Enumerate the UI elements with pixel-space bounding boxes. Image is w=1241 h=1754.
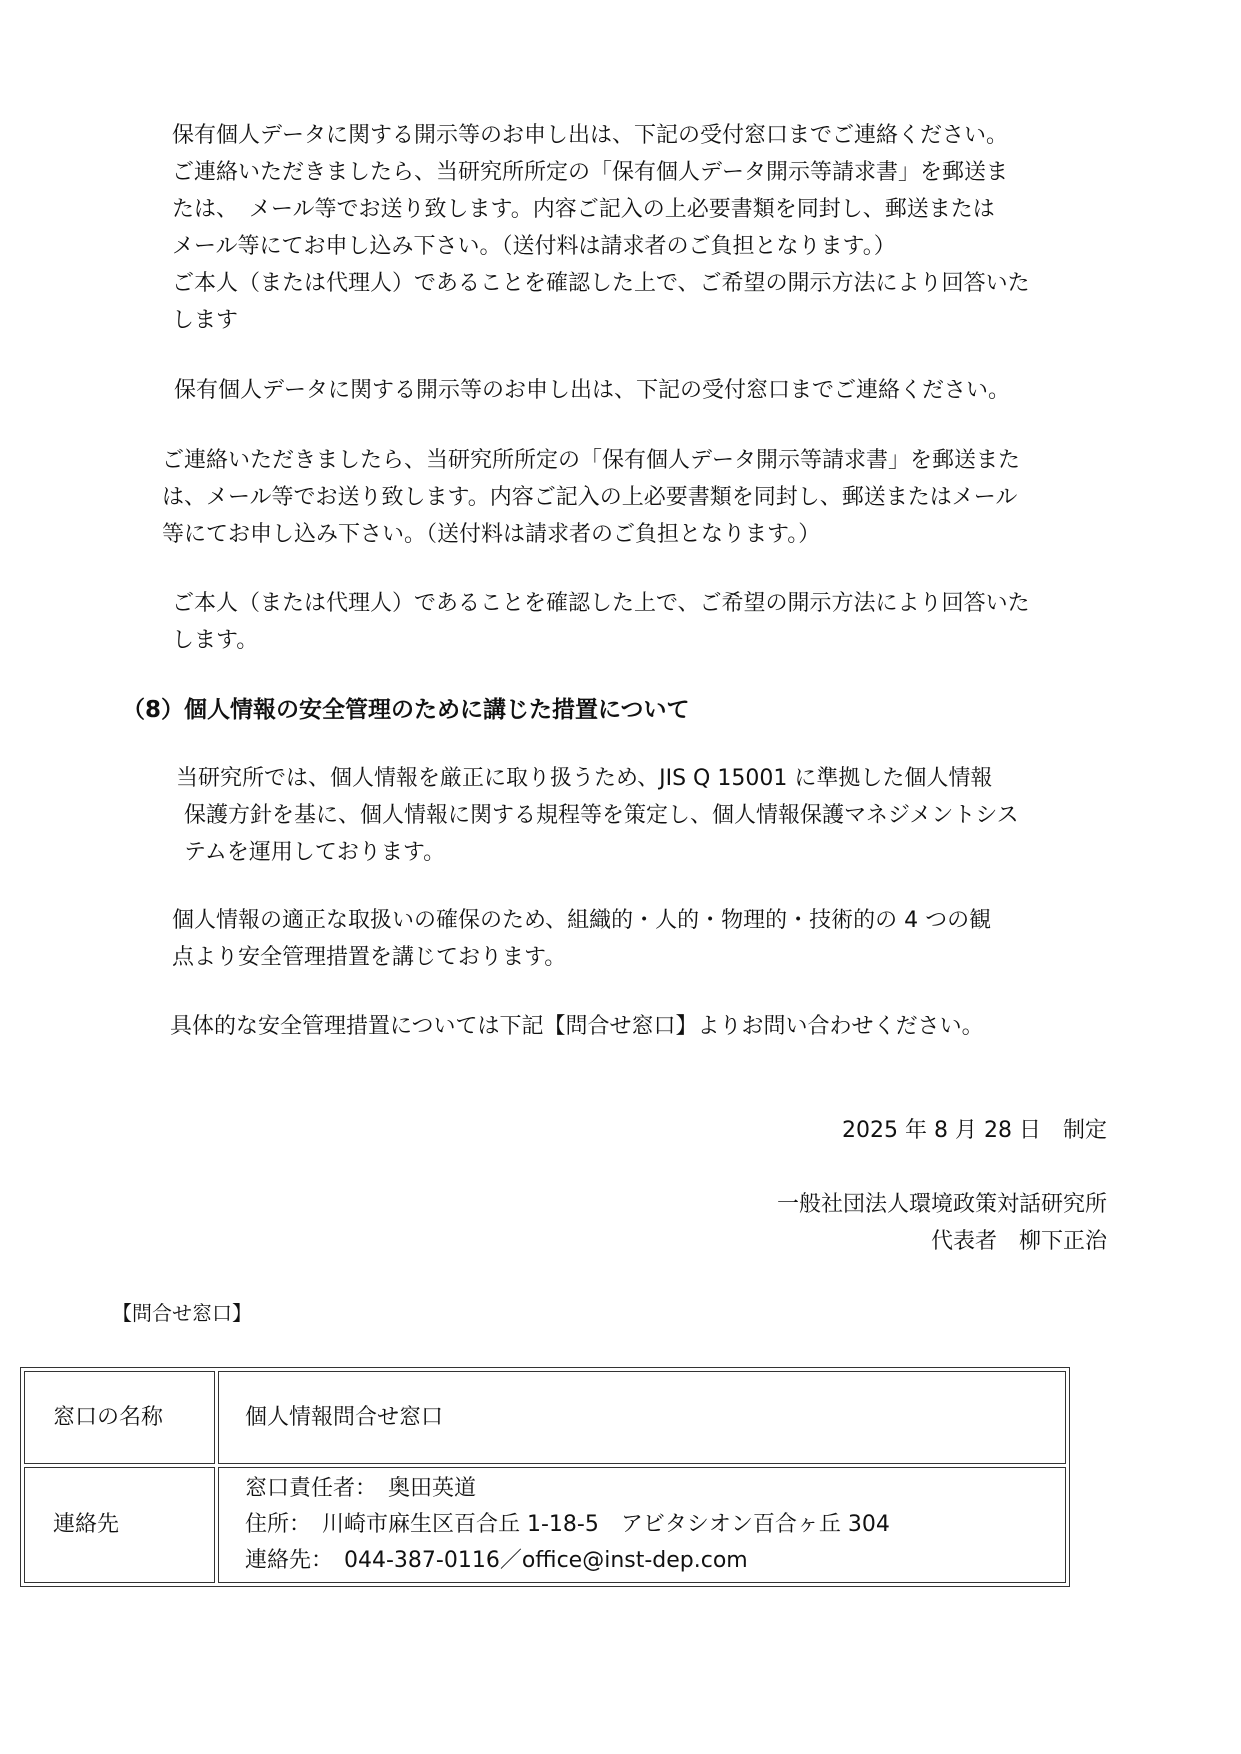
contact-address: 住所： 川崎市麻生区百合丘 1-18-5 アビタシオン百合ヶ丘 304 [245, 1512, 890, 1537]
section-8-paragraph-3-line-1: 具体的な安全管理措置については下記【問合せ窓口】よりお問い合わせください。 [170, 1014, 984, 1039]
section-8-paragraph-1-line-3: テムを運用しております。 [184, 840, 446, 865]
paragraph-2-line-1: 保有個人データに関する開示等のお申し出は、下記の受付窓口までご連絡ください。 [174, 378, 1011, 403]
contact-info-value [218, 1467, 1066, 1583]
section-8-paragraph-1-line-2: 保護方針を基に、個人情報に関する規程等を策定し、個人情報保護マネジメントシス [184, 803, 1019, 828]
table-row [24, 1371, 1066, 1464]
paragraph-1-line-4: メール等にてお申し込み下さい。（送付料は請求者のご負担となります。） [172, 234, 896, 259]
paragraph-1-line-1: 保有個人データに関する開示等のお申し出は、下記の受付窓口までご連絡ください。 [172, 123, 1009, 148]
contact-info-label: 連絡先 [24, 1467, 215, 1583]
contact-caption: 【問合せ窓口】 [112, 1301, 252, 1325]
table-row [24, 1467, 1066, 1583]
paragraph-4-line-1: ご本人（または代理人）であることを確認した上で、ご希望の開示方法により回答いた [172, 591, 1030, 616]
contact-name-text: 個人情報問合せ窓口 [245, 1404, 444, 1430]
contact-name-label: 窓口の名称 [24, 1371, 215, 1464]
paragraph-3-line-3: 等にてお申し込み下さい。（送付料は請求者のご負担となります。） [162, 522, 821, 547]
paragraph-4-line-2: します。 [172, 628, 259, 653]
contact-table [20, 1367, 1070, 1587]
paragraph-1-line-5: ご本人（または代理人）であることを確認した上で、ご希望の開示方法により回答いた [172, 271, 1030, 296]
contact-person: 窓口責任者： 奥田英道 [245, 1476, 477, 1501]
section-8-paragraph-2-line-2: 点より安全管理措置を講じております。 [172, 945, 567, 970]
representative-name: 代表者 柳下正治 [930, 1229, 1107, 1254]
paragraph-1-line-2: ご連絡いただきましたら、当研究所所定の「保有個人データ開示等請求書」を郵送ま [172, 160, 1009, 185]
enactment-date: 2025 年 8 月 28 日 制定 [842, 1118, 1107, 1143]
section-8-paragraph-2-line-1: 個人情報の適正な取扱いの確保のため、組織的・人的・物理的・技術的の 4 つの観 [172, 908, 992, 933]
paragraph-3-line-1: ご連絡いただきましたら、当研究所所定の「保有個人データ開示等請求書」を郵送また [162, 448, 1021, 473]
paragraph-1-line-3: たは、 メール等でお送り致します。内容ご記入の上必要書類を同封し、郵送または [172, 197, 995, 222]
paragraph-3-line-2: は、メール等でお送り致します。内容ご記入の上必要書類を同封し、郵送またはメール [162, 485, 1018, 510]
contact-phone-email: 連絡先： 044-387-0116／office@inst-dep.com [245, 1548, 748, 1573]
contact-name-value [218, 1371, 1066, 1464]
section-8-heading: （8）個人情報の安全管理のために講じた措置について [122, 697, 690, 723]
organization-name: 一般社団法人環境政策対話研究所 [776, 1192, 1107, 1217]
paragraph-1-line-6: します [172, 308, 239, 333]
section-8-paragraph-1-line-1: 当研究所では、個人情報を厳正に取り扱うため、JIS Q 15001 に準拠した個人情報 [176, 766, 993, 791]
